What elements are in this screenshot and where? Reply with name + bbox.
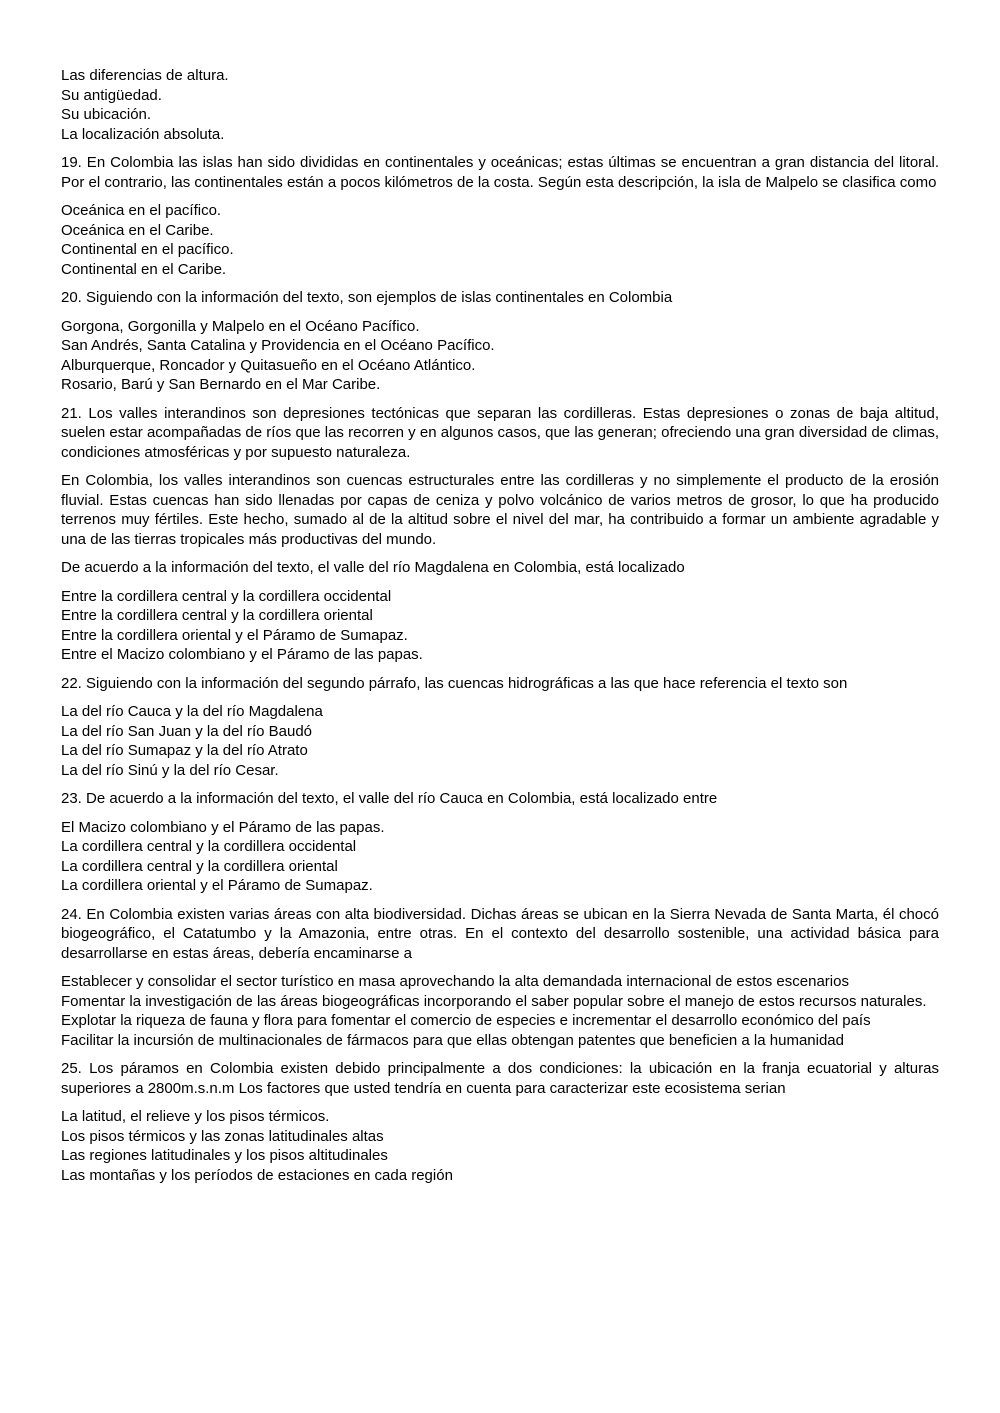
option: Oceánica en el pacífico. [61, 202, 222, 219]
option: Gorgona, Gorgonilla y Malpelo en el Océano Pacífico. [61, 317, 420, 335]
option: San Andrés, Santa Catalina y Providencia en el Océano Pacífico. [61, 337, 495, 354]
question-23: 23. De acuerdo a la información del texto, el valle del río Cauca en Colombia, está localizado entre [61, 790, 718, 807]
question-20: 20. Siguiendo con la información del texto, son ejemplos de islas continentales en Colombia [61, 289, 673, 306]
option: Oceánica en el Caribe. [61, 221, 214, 239]
option: Entre la cordillera central y la cordillera oriental [61, 607, 373, 624]
option: Las montañas y los períodos de estaciones en cada región [61, 1166, 453, 1184]
question-24-options [61, 972, 939, 1050]
option: Explotar la riqueza de fauna y flora para fomentar el comercio de especies e incrementar el desarrollo económico del país [61, 1012, 871, 1029]
question-22: 22. Siguiendo con la información del segundo párrafo, las cuencas hidrográficas a las que hace referencia el texto son [61, 674, 848, 692]
option: Su antigüedad. [61, 86, 162, 104]
option: Entre el Macizo colombiano y el Páramo de las papas. [61, 646, 423, 663]
question-24: 24. En Colombia existen varias áreas con alta biodiversidad. Dichas áreas se ubican en la Sierra Nevada de Santa Marta, él chocó biogeográfico, el Catatumbo y la Amazonia, entre otras. En el contexto del desarrollo sostenible, una actividad básica para desarrollarse en estas áreas, debería encaminarse a [61, 905, 939, 962]
option: Los pisos térmicos y las zonas latitudinales altas [61, 1127, 384, 1145]
question-25-options [61, 1107, 939, 1185]
option: La localización absoluta. [61, 125, 225, 143]
option: Su ubicación. [61, 106, 152, 123]
option: Rosario, Barú y San Bernardo en el Mar Caribe. [61, 376, 381, 393]
option: Facilitar la incursión de multinacionales de fármacos para que ellas obtengan patentes que beneficien a la humanidad [61, 1031, 844, 1049]
option: Entre la cordillera oriental y el Páramo de Sumapaz. [61, 626, 408, 644]
question-25: 25. Los páramos en Colombia existen debido principalmente a dos condiciones: la ubicación en la franja ecuatorial y alturas superiores a 2800m.s.n.m Los factores que usted tendría en cuenta para caracterizar este ecosistema serian [61, 1060, 939, 1097]
option: La cordillera central y la cordillera oriental [61, 857, 338, 875]
question-20-options [61, 317, 939, 395]
option: Las regiones latitudinales y los pisos altitudinales [61, 1147, 388, 1164]
option: Las diferencias de altura. [61, 67, 229, 84]
question-21-paragraph: En Colombia, los valles interandinos son cuencas estructurales entre las cordilleras y no simplemente el producto de la erosión fluvial. Estas cuencas han sido llenadas por capas de ceniza y polvo volcánico de varios metros de grosor, lo que ha producido terrenos muy fértiles. Este hecho, sumado al de la altitud sobre el nivel del mar, ha contribuido a formar un ambiente agradable y una de las tierras tropicales más productivas del mundo. [61, 472, 939, 548]
intro-options [61, 66, 939, 144]
question-21-prompt: De acuerdo a la información del texto, el valle del río Magdalena en Colombia, está localizado [61, 559, 685, 576]
option: Establecer y consolidar el sector turístico en masa aprovechando la alta demandada internacional de estos escenarios [61, 973, 849, 990]
question-19-options [61, 201, 939, 279]
question-19: 19. En Colombia las islas han sido divididas en continentales y oceánicas; estas últimas se encuentran a gran distancia del litoral. Por el contrario, las continentales están a pocos kilómetros de la costa. Según esta descripción, la isla de Malpelo se clasifica como [61, 154, 939, 191]
question-21: 21. Los valles interandinos son depresiones tectónicas que separan las cordilleras. Estas depresiones o zonas de baja altitud, suelen estar acompañadas de ríos que las recorren y en algunos casos, que las generan; ofreciendo una gran diversidad de climas, condiciones atmosféricas y por supuesto naturaleza. [61, 404, 939, 461]
document-page [61, 66, 939, 1194]
option: El Macizo colombiano y el Páramo de las papas. [61, 818, 385, 836]
option: La del río Sumapaz y la del río Atrato [61, 742, 308, 759]
option: La cordillera oriental y el Páramo de Sumapaz. [61, 877, 373, 894]
option: Fomentar la investigación de las áreas biogeográficas incorporando el saber popular sobre el manejo de estos recursos naturales. [61, 992, 927, 1010]
option: La del río San Juan y la del río Baudó [61, 722, 313, 740]
option: La cordillera central y la cordillera occidental [61, 838, 357, 855]
option: La del río Cauca y la del río Magdalena [61, 703, 323, 720]
option: La latitud, el relieve y los pisos térmicos. [61, 1108, 330, 1125]
option: Continental en el Caribe. [61, 260, 227, 278]
option: Entre la cordillera central y la cordillera occidental [61, 587, 392, 605]
option: La del río Sinú y la del río Cesar. [61, 761, 279, 779]
option: Alburquerque, Roncador y Quitasueño en el Océano Atlántico. [61, 356, 476, 374]
option: Continental en el pacífico. [61, 241, 234, 258]
question-22-options [61, 702, 939, 780]
question-23-options [61, 818, 939, 896]
question-21-options [61, 587, 939, 665]
